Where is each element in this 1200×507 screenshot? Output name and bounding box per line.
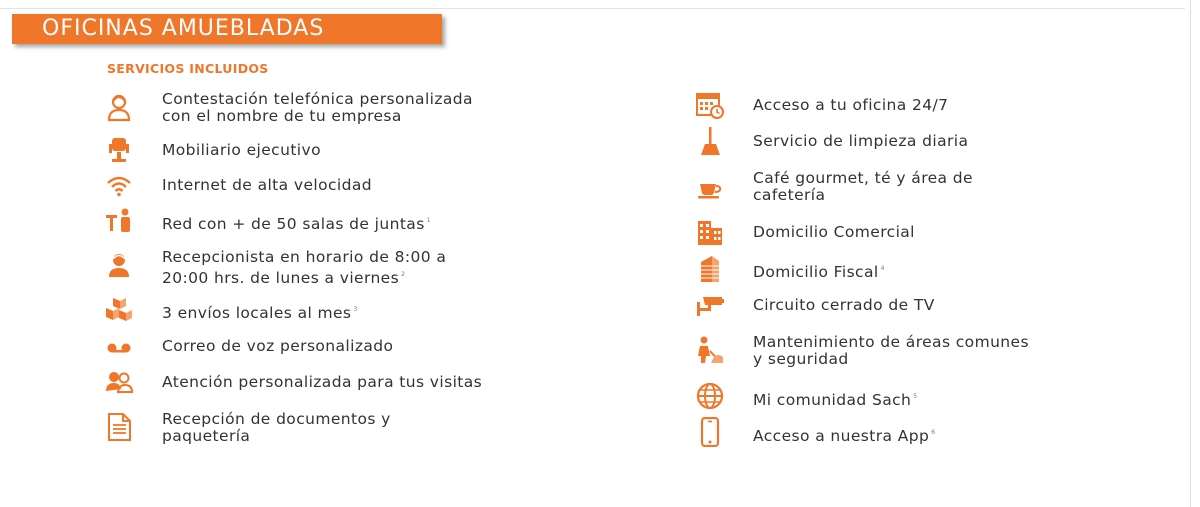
service-label: Acceso a tu oficina 24/7 xyxy=(753,96,949,114)
calendar-clock-icon xyxy=(693,88,727,122)
tower-icon xyxy=(693,251,727,285)
meeting-room-icon xyxy=(102,203,136,237)
building-icon xyxy=(693,215,727,249)
cctv-camera-icon xyxy=(693,288,727,322)
page-edge xyxy=(1190,0,1191,507)
page-title-banner xyxy=(12,14,442,44)
service-label: Circuito cerrado de TV xyxy=(753,296,935,314)
footnote-mark: 2 xyxy=(401,271,406,278)
footnote-mark: 5 xyxy=(913,393,918,400)
service-label: Red con + de 50 salas de juntas xyxy=(162,215,425,233)
coffee-cup-icon xyxy=(693,169,727,203)
footnote-mark: 1 xyxy=(426,217,431,224)
service-label-line2: 20:00 hrs. de lunes a viernes xyxy=(162,269,400,287)
service-label-line2: con el nombre de tu empresa xyxy=(162,107,402,125)
service-label: Contestación telefónica personalizada xyxy=(162,90,473,108)
service-label: Mobiliario ejecutivo xyxy=(162,141,321,159)
service-label-line2: cafetería xyxy=(753,186,826,204)
service-label: Correo de voz personalizado xyxy=(162,337,394,355)
footnote-mark: 3 xyxy=(353,306,358,313)
service-label-line2: paquetería xyxy=(162,427,251,445)
service-label: Mi comunidad Sach xyxy=(753,391,912,409)
office-chair-icon xyxy=(102,133,136,167)
globe-icon xyxy=(693,379,727,413)
section-subtitle: SERVICIOS INCLUIDOS xyxy=(107,61,269,76)
footnote-mark: 4 xyxy=(880,265,885,272)
service-label: Café gourmet, té y área de xyxy=(753,169,973,187)
service-label: Mantenimiento de áreas comunes xyxy=(753,333,1029,351)
receptionist-icon xyxy=(102,90,136,124)
reception-person-icon xyxy=(102,248,136,282)
maintenance-icon xyxy=(693,333,727,367)
service-label: Recepción de documentos y xyxy=(162,410,391,428)
service-label: Domicilio Fiscal xyxy=(753,263,879,281)
wifi-icon xyxy=(102,168,136,202)
service-label: Internet de alta velocidad xyxy=(162,176,372,194)
document-icon xyxy=(102,410,136,444)
service-label: Atención personalizada para tus visitas xyxy=(162,373,483,391)
voicemail-icon xyxy=(102,329,136,363)
broom-icon xyxy=(693,124,727,158)
page-title: OFICINAS AMUEBLADAS xyxy=(42,16,325,41)
service-label: Recepcionista en horario de 8:00 a xyxy=(162,248,447,266)
service-label-line2: y seguridad xyxy=(753,350,849,368)
top-divider xyxy=(0,8,1185,9)
service-label: Domicilio Comercial xyxy=(753,223,915,241)
visitors-icon xyxy=(102,365,136,399)
service-label: Servicio de limpieza diaria xyxy=(753,132,969,150)
service-label: Acceso a nuestra App xyxy=(753,427,930,445)
boxes-icon xyxy=(102,292,136,326)
service-label: 3 envíos locales al mes xyxy=(162,304,352,322)
smartphone-icon xyxy=(693,415,727,449)
footnote-mark: 6 xyxy=(931,429,936,436)
